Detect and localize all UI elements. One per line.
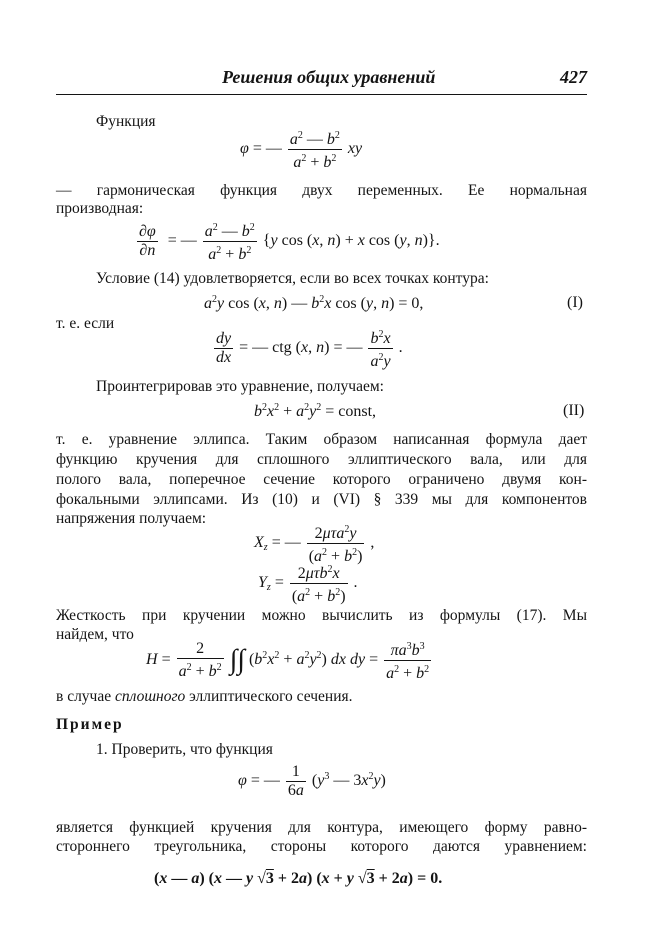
text-line: полого вала, поперечное сечение которого ограничено двумя кон- (56, 471, 587, 488)
formula-normal-derivative: $\frac{\partial\varphi}{\partial n}$ = — $\frac{a^2 — b^2}{a^2 + b^2}$ {y cos (x, n) + x cos (y, n)}. (135, 219, 440, 264)
text-line: является функцией кручения для контура, имеющего форму равно- (56, 819, 587, 836)
formula-rigidity: H = $\frac{2}{a^2 + b^2}$ ∫∫ $(b^2x^2 + a^2y^2)$ dx dy = $\frac{\pi a^3b^3}{a^2 + b^2}$ (146, 640, 430, 682)
text-line: Жесткость при кручении можно вычислить из формулы (17). Мы (56, 607, 587, 624)
text-line: функцию кручения для сплошного эллиптического вала, или для (56, 451, 587, 468)
text-line: 1. Проверить, что функция (96, 741, 273, 758)
text-line: стороннего треугольника, стороны которого даются уравнением: (56, 838, 587, 855)
formula-condition: $a^2y$ cos (x, n) — $b^2x$ cos (y, n) = 0, (204, 294, 424, 312)
header-rule (56, 94, 587, 95)
page-number: 427 (560, 67, 587, 87)
text-line: т. е. если (56, 315, 115, 332)
text-line: найдем, что (56, 626, 134, 643)
formula-dydx: $\frac{dy}{dx}$ = — ctg (x, n) = — $\frac{b^2x}{a^2y}$ . (212, 326, 403, 371)
text-line: т. е. уравнение эллипса. Таким образом написанная формула дает (56, 431, 587, 448)
text-line: производная: (56, 200, 144, 217)
text-line: Функция (96, 113, 156, 130)
formula-xz: $X_z$ = — $\frac{2\mu\tau a^2y}{(a^2 + b^2)}$ , (254, 521, 374, 566)
formula-triangle: (x — a) (x — y √3 + 2a) (x + y √3 + 2a) = 0. (154, 870, 443, 887)
text-line: Условие (14) удовлетворяется, если во всех точках контура: (96, 270, 489, 287)
running-header-title: Решения общих уравнений (222, 67, 436, 87)
text-line: Проинтегрировав это уравнение, получаем: (96, 378, 384, 395)
equation-number: (II) (563, 402, 585, 419)
formula-phi-example: φ = — $\frac{1}{6a}$ ($y^3$ — $3x^2y$) (238, 763, 386, 799)
section-heading-example: Пример (56, 716, 124, 733)
formula-yz: $Y_z$ = $\frac{2\mu\tau b^2x}{(a^2 + b^2)}$ . (258, 561, 358, 606)
text-line: фокальными эллипсами. Из (10) и (VI) § 339 мы для компонентов (56, 491, 587, 508)
equation-number: (I) (567, 294, 583, 311)
text-line: в случае сплошного эллиптического сечения. (56, 688, 353, 705)
formula-phi: φ = — $\frac{a^2 — b^2}{a^2 + b^2}$ xy (240, 127, 362, 172)
formula-ellipse: $b^2x^2 + a^2y^2$ = const, (254, 402, 377, 420)
text-line: напряжения получаем: (56, 510, 207, 527)
text-line: — гармоническая функция двух переменных. Ее нормальная (56, 182, 587, 199)
